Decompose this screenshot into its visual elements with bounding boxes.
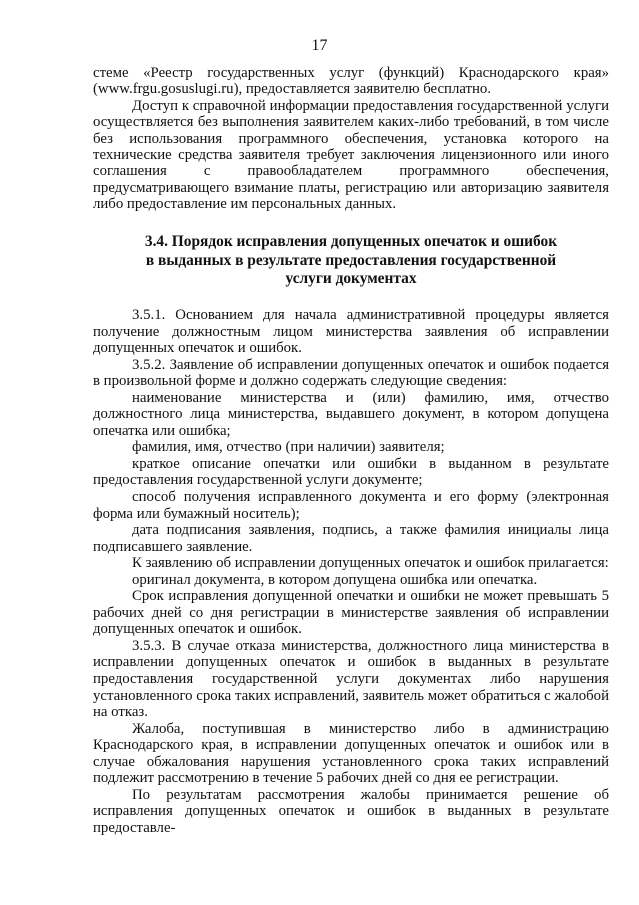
paragraph: стеме «Реестр государственных услуг (функций) Краснодарского края» (www.frgu.gosuslugi.ru), предоставляется заявителю бесплатно.	[93, 65, 609, 98]
list-item: фамилия, имя, отчество (при наличии) заявителя;	[132, 439, 445, 456]
list-item: дата подписания заявления, подпись, а также фамилия инициалы лица подписавшего заявление.	[93, 522, 609, 555]
section-heading-line: 3.4. Порядок исправления допущенных опечаток и ошибок	[144, 233, 558, 250]
intro-section	[93, 65, 609, 213]
paragraph: 3.5.3. В случае отказа министерства, должностного лица министерства в исправлении допущенных опечаток и ошибок в выданных в результате предоставления государственной услуги документах либо нарушения установленного срока таких исправлений, заявитель может обратиться с жалобой на отказ.	[93, 637, 609, 721]
section-heading	[93, 233, 609, 289]
paragraph: По результатам рассмотрения жалобы принимается решение об исправления допущенных опечаток и ошибок в выданных в результате предоставле-	[93, 786, 609, 836]
paragraph: 3.5.1. Основанием для начала административной процедуры является получение должностным лицом министерства заявления об исправлении допущенных опечаток и ошибок.	[93, 307, 609, 357]
section-heading-line: в выданных в результате предоставления государственной	[145, 251, 557, 269]
list-item: способ получения исправленного документа и его форму (электронная форма или бумажный носитель);	[93, 489, 609, 522]
section-heading-line: услуги документах	[285, 270, 417, 287]
body-section	[93, 307, 609, 837]
list-item: оригинал документа, в котором допущена ошибка или опечатка.	[132, 571, 538, 588]
paragraph: 3.5.2. Заявление об исправлении допущенных опечаток и ошибок подается в произвольной форме и должно содержать следующие сведения:	[93, 356, 609, 390]
paragraph: К заявлению об исправлении допущенных опечаток и ошибок прилагается:	[132, 555, 609, 572]
list-item: наименование министерства и (или) фамилию, имя, отчество должностного лица министерства, выдавшего документ, в котором допущена опечатка или ошибка;	[93, 389, 609, 439]
paragraph: Доступ к справочной информации предоставления государственной услуги осуществляется без выполнения заявителем каких-либо требований, в том числе без использования программного обеспечения, установка которого на технические средства заявителя требует заключения лицензионного или иного соглашения с правообладателем программного обеспечения, предусматривающего взимание платы, регистрацию или авторизацию заявителя либо предоставление им персональных данных.	[93, 97, 609, 213]
page-number: 17	[311, 37, 328, 54]
paragraph: Срок исправления допущенной опечатки и ошибки не может превышать 5 рабочих дней со дня регистрации в министерстве заявления об исправлении допущенных опечаток и ошибок.	[93, 588, 609, 638]
paragraph: Жалоба, поступившая в министерство либо в администрацию Краснодарского края, в исправлении допущенных опечаток и ошибок или в случае обжалования нарушения установленного срока таких исправлений подлежит рассмотрению в течение 5 рабочих дней со дня ее регистрации.	[93, 720, 609, 787]
list-item: краткое описание опечатки или ошибки в выданном в результате предоставления государственной услуги документе;	[93, 455, 609, 489]
